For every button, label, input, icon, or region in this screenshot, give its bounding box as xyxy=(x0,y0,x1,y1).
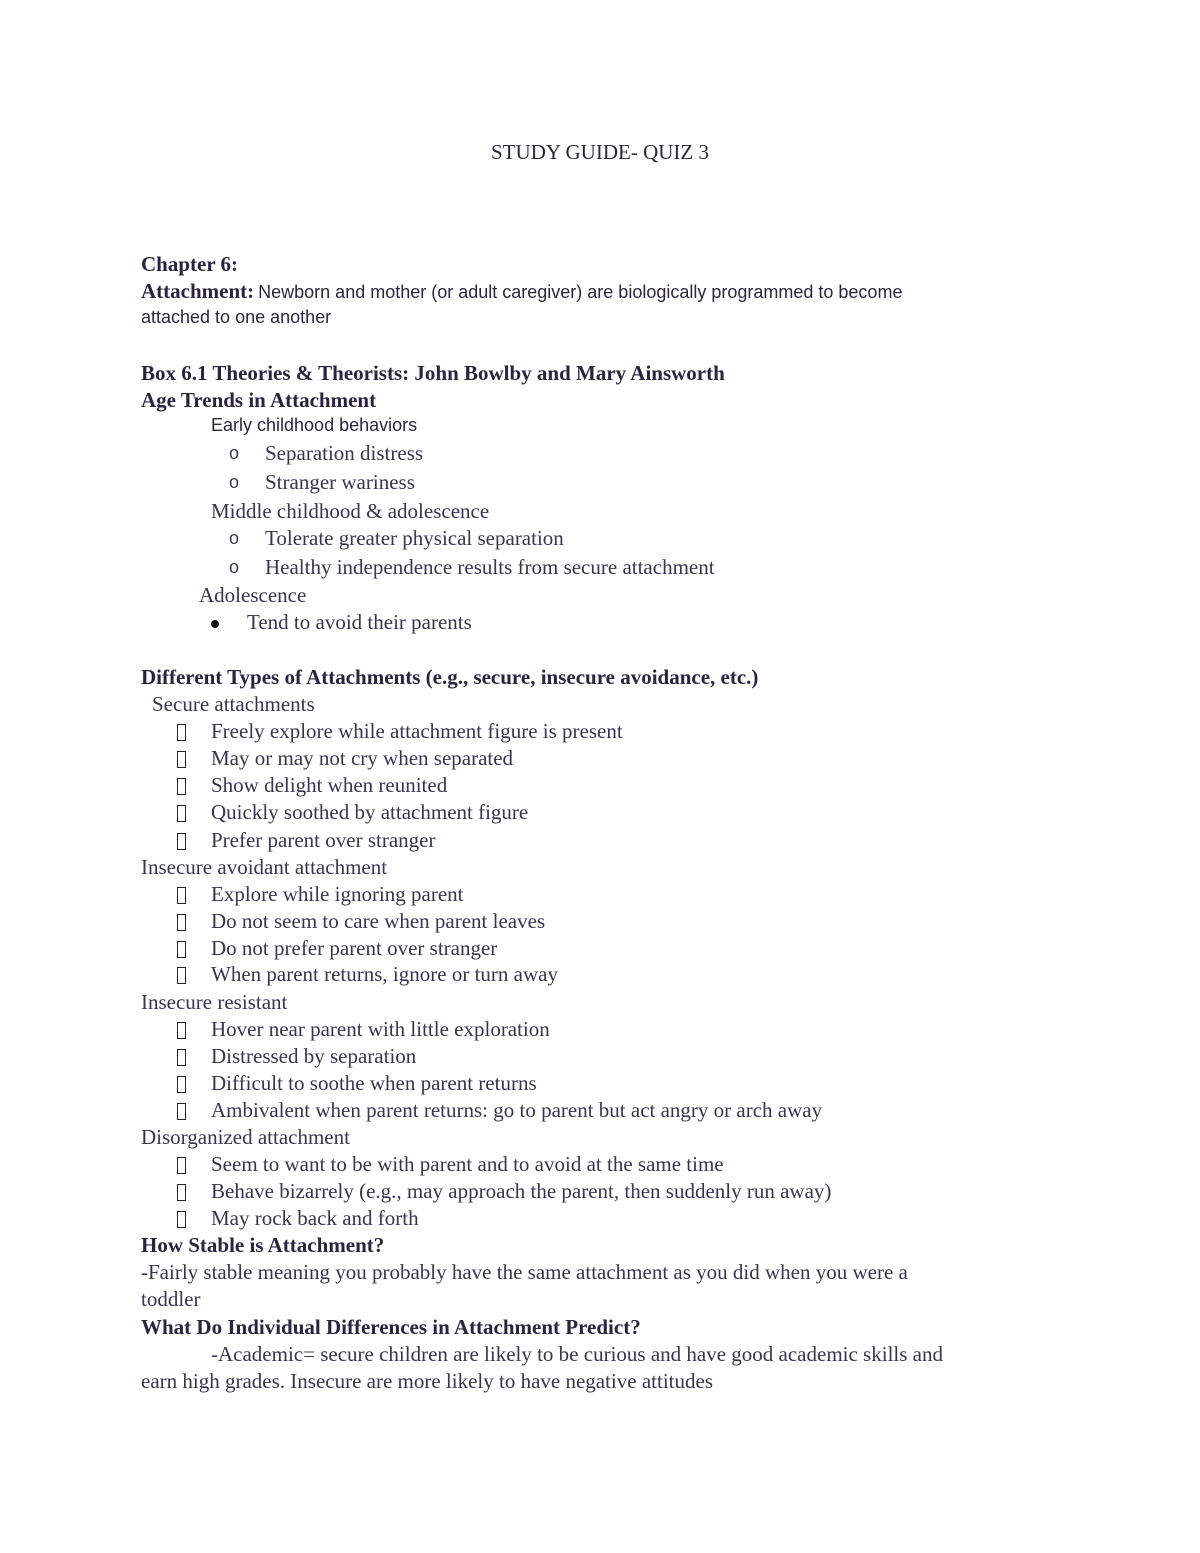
attachment-definition-line1 xyxy=(141,279,902,304)
missing-glyph-bullet-icon xyxy=(177,887,186,904)
attachment-definition-text: Newborn and mother (or adult caregiver) are biologically programmed to become xyxy=(258,282,903,302)
age-trends-heading: Age Trends in Attachment xyxy=(141,388,377,412)
missing-glyph-bullet-icon xyxy=(177,724,186,741)
attachment-definition-line2: attached to one another xyxy=(141,307,332,327)
predict-heading: What Do Individual Differences in Attachment Predict? xyxy=(141,1315,641,1339)
resistant-label: Insecure resistant xyxy=(141,990,288,1014)
stable-heading: How Stable is Attachment? xyxy=(141,1233,385,1257)
middle-childhood-label: Middle childhood & adolescence xyxy=(211,499,490,523)
missing-glyph-bullet-icon xyxy=(177,941,186,958)
early-childhood-label: Early childhood behaviors xyxy=(211,415,418,435)
adolescence-label: Adolescence xyxy=(199,583,307,607)
missing-glyph-bullet-icon xyxy=(177,1157,186,1174)
missing-glyph-bullet-icon xyxy=(177,1211,186,1228)
bullet-dot-icon xyxy=(211,620,219,628)
bullet-o-icon: o xyxy=(229,472,240,492)
avoidant-label: Insecure avoidant attachment xyxy=(141,855,388,879)
bullet-o-icon: o xyxy=(229,528,240,548)
missing-glyph-bullet-icon xyxy=(177,914,186,931)
missing-glyph-bullet-icon xyxy=(177,967,186,984)
document-page: STUDY GUIDE- QUIZ 3 Chapter 6: Attachment: Newborn and mother (or adult caregiver) are biologically programmed to become attached to one another Box 6.1 Theories & Theorists: John Bowlby and Mary Ainsworth Age Trends in Attachment Early childhood behaviors o Separation distress o Stranger wariness Middle childhood & adolescence o Tolerate greater physical separation o Healthy independence results from secure attachment Adolescence Tend to avoid their parents Different Types of Attachments (e.g., secure, insecure avoidance, etc.) Secure attachments Freely explore while attachment figure is present May or may not cry when separated Show delight when reunited Quickly soothed by attachment figure Prefer parent over stranger Insecure avoidant attachment Explore while ignoring parent Do not seem to care when parent leaves Do not prefer parent over stranger When parent returns, ignore or turn away Insecure resistant Hover near parent with little exploration Distressed by separation Difficult to soothe when parent returns Ambivalent when parent returns: go to parent but act angry or arch away Disorganized attachment Seem to want to be with parent and to avoid at the same time Behave bizarrely (e.g., may approach the parent, then suddenly run away) May rock back and forth How Stable is Attachment? -Fairly stable meaning you probably have the same attachment as you did when you were a toddler What Do Individual Differences in Attachment Predict? -Academic= secure children are likely to be curious and have good academic skills and earn high grades. Insecure are more likely to have negative attitudes xyxy=(0,0,1200,1553)
missing-glyph-bullet-icon xyxy=(177,1103,186,1120)
secure-label: Secure attachments xyxy=(152,692,315,716)
chapter-heading: Chapter 6: xyxy=(141,252,239,276)
missing-glyph-bullet-icon xyxy=(177,1184,186,1201)
stable-text-line2: toddler xyxy=(141,1287,201,1311)
missing-glyph-bullet-icon xyxy=(177,1022,186,1039)
missing-glyph-bullet-icon xyxy=(177,1076,186,1093)
predict-text-line2: earn high grades. Insecure are more likely to have negative attitudes xyxy=(141,1369,714,1393)
bullet-o-icon: o xyxy=(229,443,240,463)
box-heading: Box 6.1 Theories & Theorists: John Bowlby and Mary Ainsworth xyxy=(141,361,725,385)
predict-text-line1: -Academic= secure children are likely to be curious and have good academic skills and xyxy=(211,1342,943,1366)
missing-glyph-bullet-icon xyxy=(177,1049,186,1066)
attachment-term: Attachment: xyxy=(141,279,255,303)
missing-glyph-bullet-icon xyxy=(177,778,186,795)
missing-glyph-bullet-icon xyxy=(177,751,186,768)
page-title: STUDY GUIDE- QUIZ 3 xyxy=(491,140,709,164)
disorganized-label: Disorganized attachment xyxy=(141,1125,350,1149)
bullet-o-icon: o xyxy=(229,557,240,577)
types-heading: Different Types of Attachments (e.g., secure, insecure avoidance, etc.) xyxy=(141,665,759,689)
missing-glyph-bullet-icon xyxy=(177,833,186,850)
stable-text-line1: -Fairly stable meaning you probably have the same attachment as you did when you were a xyxy=(141,1260,908,1284)
missing-glyph-bullet-icon xyxy=(177,805,186,822)
